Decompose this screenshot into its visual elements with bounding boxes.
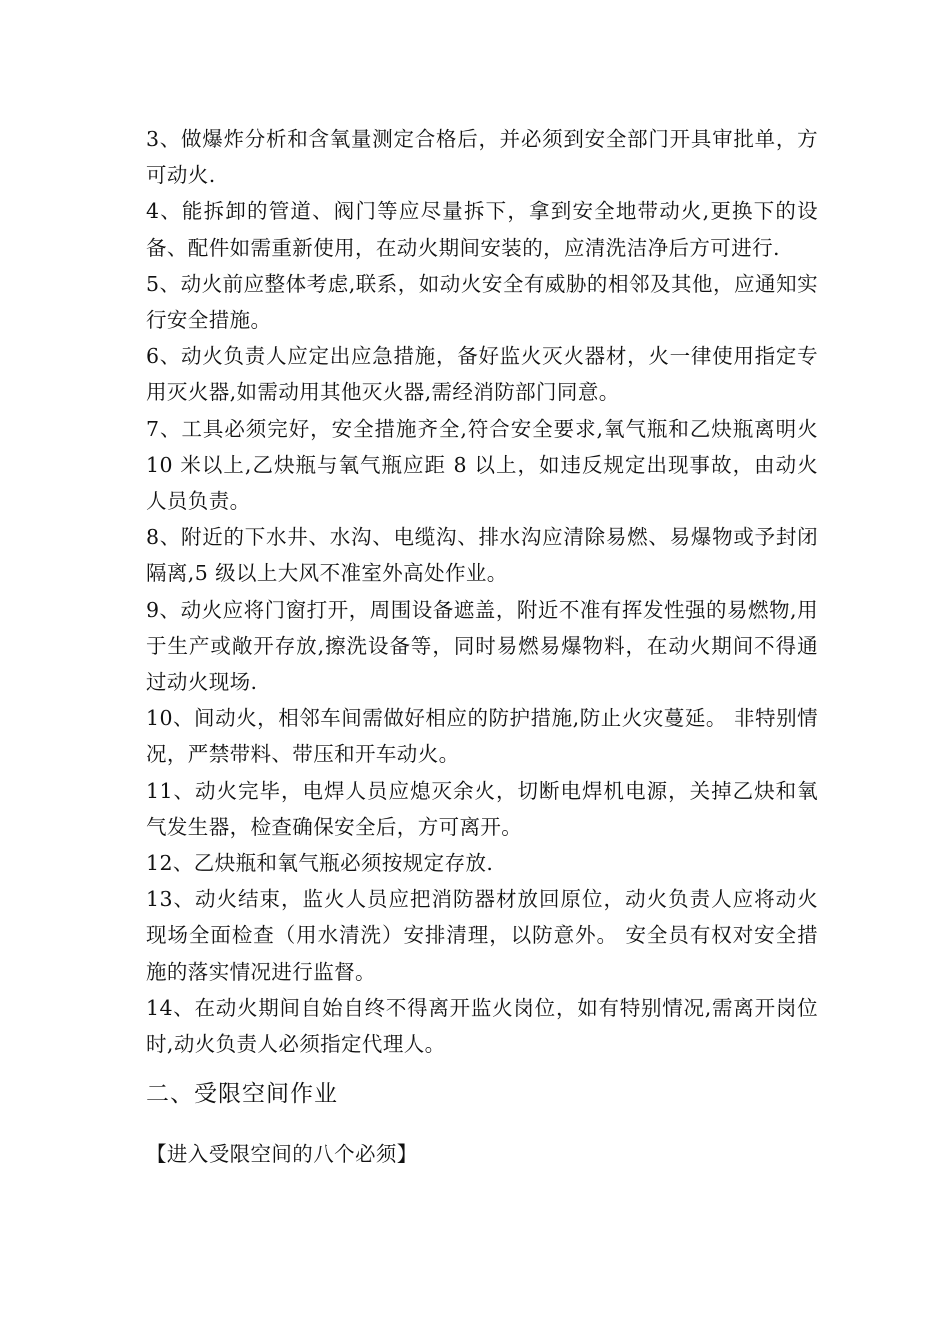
rule-item-5: 5、动火前应整体考虑,联系，如动火安全有威胁的相邻及其他，应通知实行安全措施。 xyxy=(146,271,818,333)
rule-item-6: 6、动火负责人应定出应急措施，备好监火灭火器材，火一律使用指定专用灭火器,如需动用其他灭火器,需经消防部门同意。 xyxy=(146,344,818,405)
rule-item-10: 10、间动火，相邻车间需做好相应的防护措施,防止火灾蔓延。 非特别情况，严禁带料、带压和开车动火。 xyxy=(146,706,818,767)
rule-item-3: 3、做爆炸分析和含氧量测定合格后，并必须到安全部门开具审批单，方可动火. xyxy=(146,127,818,188)
rule-item-12: 12、乙炔瓶和氧气瓶必须按规定存放. xyxy=(146,851,494,876)
rule-item-4: 4、能拆卸的管道、阀门等应尽量拆下，拿到安全地带动火,更换下的设备、配件如需重新使用，在动火期间安装的，应清洗洁净后方可进行. xyxy=(146,199,818,260)
document-body xyxy=(146,121,818,1172)
rule-item-11: 11、动火完毕，电焊人员应熄灭余火，切断电焊机电源，关掉乙炔和氧气发生器，检查确保安全后，方可离开。 xyxy=(146,778,818,839)
rule-item-13: 13、动火结束，监火人员应把消防器材放回原位，动火负责人应将动火现场全面检查（用水清洗）安排清理，以防意外。 安全员有权对安全措施的落实情况进行监督。 xyxy=(146,887,818,984)
rule-item-7: 7、工具必须完好，安全措施齐全,符合安全要求,氧气瓶和乙炔瓶离明火 10 米以上,乙炔瓶与氧气瓶应距 8 以上，如违反规定出现事故，由动火人员负责。 xyxy=(146,416,818,514)
rule-item-14: 14、在动火期间自始自终不得离开监火岗位，如有特别情况,需离开岗位时,动火负责人必须指定代理人。 xyxy=(146,995,818,1057)
subsection-heading: 【进入受限空间的八个必须】 xyxy=(146,1142,418,1167)
rule-item-9: 9、动火应将门窗打开，周围设备遮盖，附近不准有挥发性强的易燃物,用于生产或敞开存放,擦洗设备等，同时易燃易爆物料，在动火期间不得通过动火现场. xyxy=(146,597,818,695)
rule-item-8: 8、附近的下水井、水沟、电缆沟、排水沟应清除易燃、易爆物或予封闭隔离,5 级以上大风不准室外高处作业。 xyxy=(146,525,818,586)
section-heading: 二、受限空间作业 xyxy=(146,1081,338,1108)
